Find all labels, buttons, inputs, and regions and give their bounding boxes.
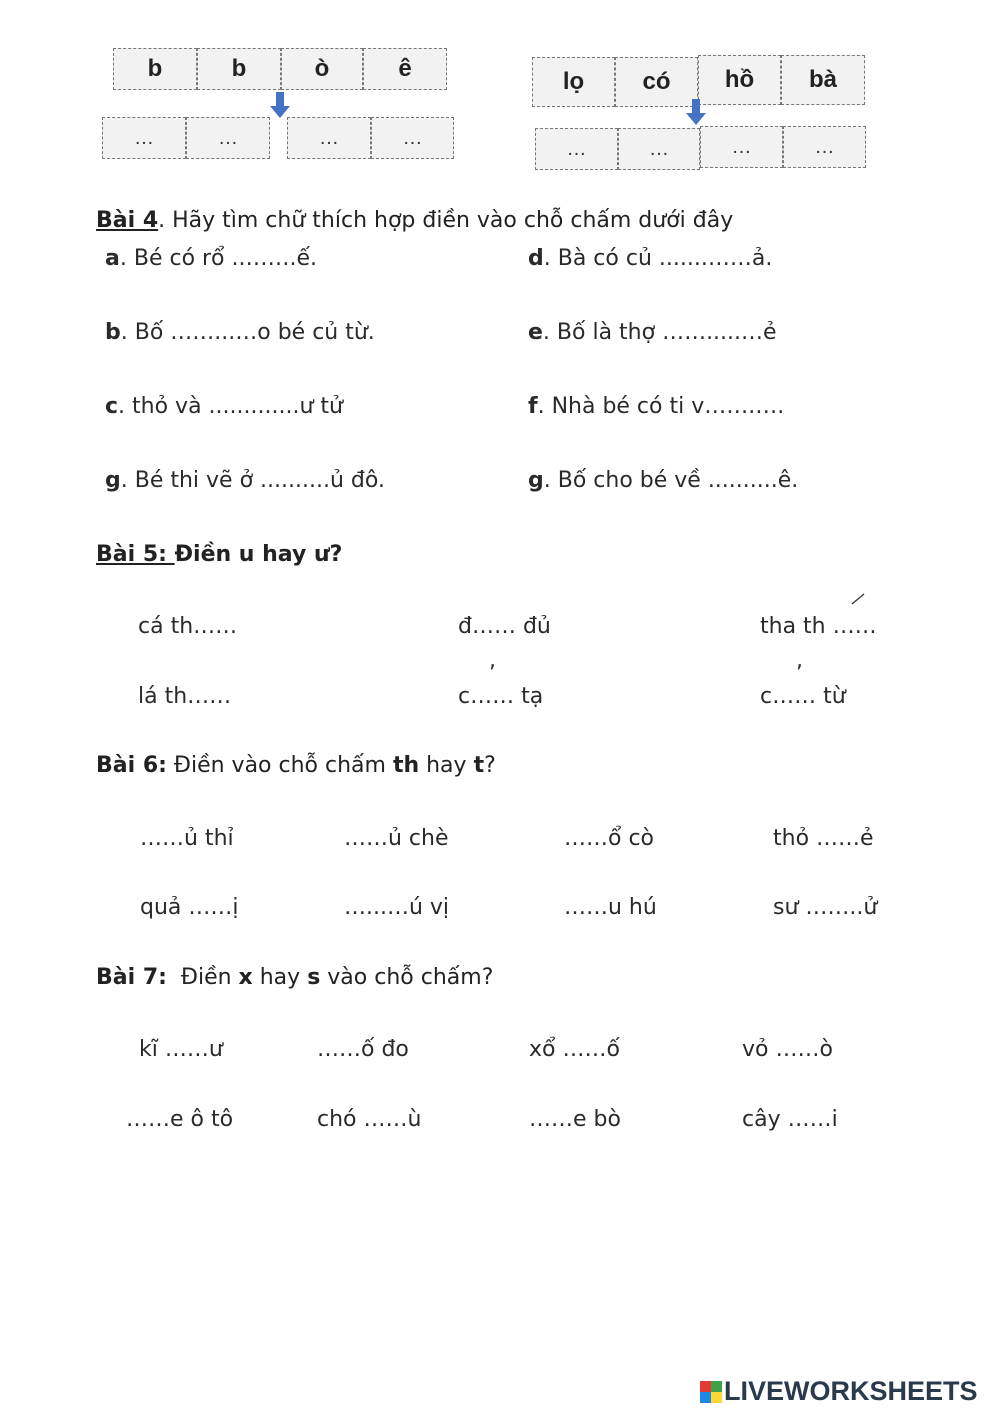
- bai6-item-7[interactable]: ……u hú: [564, 895, 657, 920]
- hook-tone-mark-icon: ,: [489, 648, 496, 673]
- item-text: . Bố là thợ …….....…ẻ: [542, 320, 777, 345]
- bai7-item-8[interactable]: cây ……i: [742, 1107, 838, 1132]
- item-text: . Bà có củ .......……ả.: [543, 246, 773, 271]
- bai5-item-2[interactable]: đ…… đủ: [458, 614, 551, 639]
- bai7-instruction-end: vào chỗ chấm?: [320, 965, 494, 990]
- bai6-heading: [96, 753, 496, 778]
- bai5-title: Bài 5:: [96, 542, 175, 567]
- tile-top-2-2: có: [615, 57, 698, 107]
- bai7-option-x: x: [238, 965, 253, 990]
- bai6-question-mark: ?: [484, 753, 496, 778]
- bai7-instruction: Điền: [166, 965, 239, 990]
- bai7-instruction-hay: hay: [252, 965, 308, 990]
- logo-square: [700, 1392, 711, 1403]
- bai6-item-2[interactable]: ……ủ chè: [344, 826, 449, 851]
- item-letter: d: [528, 246, 544, 271]
- bai7-item-1[interactable]: kĩ ……ư: [139, 1037, 223, 1062]
- bai5-item-4[interactable]: lá th……: [138, 684, 232, 709]
- item-letter: c: [105, 394, 119, 419]
- tile-top-1-1: b: [113, 48, 197, 90]
- logo-square: [711, 1381, 722, 1392]
- tile-top-1-3: ò: [281, 48, 363, 90]
- bai6-item-8[interactable]: sư ……..ử: [773, 895, 878, 920]
- bai7-item-7[interactable]: ……e bò: [529, 1107, 621, 1132]
- item-letter: g: [105, 468, 121, 493]
- brand-text: LIVEWORKSHEETS: [724, 1376, 978, 1406]
- down-arrow-icon: [270, 92, 290, 118]
- tile-top-2-3: hồ: [698, 55, 781, 105]
- bai6-option-th: th: [392, 753, 420, 778]
- bai5-item-5[interactable]: c…… tạ: [458, 684, 544, 709]
- answer-slot-1-2[interactable]: …: [186, 117, 270, 159]
- bai5-heading: [96, 542, 342, 567]
- tile-top-1-2: b: [197, 48, 281, 90]
- item-text: . Bố ……...…o bé củ từ.: [120, 320, 375, 345]
- bai7-item-6[interactable]: chó ……ù: [317, 1107, 422, 1132]
- bai6-instruction-hay: hay: [419, 753, 474, 778]
- answer-slot-2-4[interactable]: …: [783, 126, 866, 168]
- bai4-item-a[interactable]: [105, 246, 317, 271]
- liveworksheets-logo-icon: [700, 1381, 722, 1403]
- bai5-item-1[interactable]: cá th……: [138, 614, 238, 639]
- bai4-item-b[interactable]: [105, 320, 375, 345]
- bai7-heading: [96, 965, 493, 990]
- item-text: . Bé thi vẽ ở ..........ủ đô.: [120, 468, 385, 493]
- item-text: . Bố cho bé về ..........ê.: [543, 468, 799, 493]
- logo-square: [700, 1381, 711, 1392]
- logo-square: [711, 1392, 722, 1403]
- bai4-item-f[interactable]: [528, 394, 784, 419]
- bai5-item-3[interactable]: tha th ……: [760, 614, 877, 639]
- bai4-item-d[interactable]: [528, 246, 772, 271]
- bai6-option-t: t: [473, 753, 485, 778]
- liveworksheets-brand[interactable]: [700, 1376, 978, 1407]
- item-letter: b: [105, 320, 121, 345]
- answer-slot-1-3[interactable]: …: [287, 117, 371, 159]
- tile-top-2-1: lọ: [532, 57, 615, 107]
- bai4-instruction: . Hãy tìm chữ thích hợp điền vào chỗ chấm dưới đây: [158, 208, 734, 233]
- bai5-item-6[interactable]: c…… từ: [760, 684, 846, 709]
- tile-top-2-4: bà: [781, 55, 865, 105]
- hook-tone-mark-icon: ,: [796, 648, 803, 673]
- bai6-item-6[interactable]: …...…ú vị: [344, 895, 450, 920]
- answer-slot-1-4[interactable]: …: [371, 117, 454, 159]
- bai7-title: Bài 7:: [96, 965, 167, 990]
- bai4-item-e[interactable]: [528, 320, 777, 345]
- answer-slot-1-1[interactable]: …: [102, 117, 186, 159]
- bai7-item-2[interactable]: ……ố đo: [317, 1037, 409, 1062]
- bai7-item-3[interactable]: xổ ……ố: [529, 1037, 620, 1062]
- bai4-item-g1[interactable]: [105, 468, 385, 493]
- tile-top-1-4: ê: [363, 48, 447, 90]
- answer-slot-2-2[interactable]: …: [618, 128, 700, 170]
- bai6-item-4[interactable]: thỏ ……ẻ: [773, 826, 874, 851]
- bai6-instruction: Điền vào chỗ chấm: [166, 753, 393, 778]
- bai6-item-3[interactable]: ……ổ cò: [564, 826, 655, 851]
- bai6-item-1[interactable]: ……ủ thỉ: [140, 826, 234, 851]
- item-text: . Bé có rổ ..…….ế.: [119, 246, 318, 271]
- down-arrow-icon: [686, 99, 706, 125]
- bai6-item-5[interactable]: quả ……ị: [140, 895, 239, 920]
- bai4-item-g2[interactable]: [528, 468, 798, 493]
- bai7-option-s: s: [307, 965, 321, 990]
- item-letter: f: [528, 394, 538, 419]
- item-letter: e: [528, 320, 543, 345]
- bai5-instruction: Điền u hay ư?: [174, 542, 343, 567]
- bai7-item-5[interactable]: ……e ô tô: [126, 1107, 234, 1132]
- bai4-item-c[interactable]: [105, 394, 343, 419]
- answer-slot-2-1[interactable]: …: [535, 128, 618, 170]
- item-text: . thỏ và .............ư tử: [118, 394, 343, 419]
- acute-tone-mark-icon: [850, 592, 866, 606]
- bai6-title: Bài 6:: [96, 753, 167, 778]
- item-letter: a: [105, 246, 120, 271]
- answer-slot-2-3[interactable]: …: [700, 126, 783, 168]
- bai4-title: Bài 4: [96, 208, 159, 233]
- item-letter: g: [528, 468, 544, 493]
- bai7-item-4[interactable]: vỏ ……ò: [742, 1037, 833, 1062]
- item-text: . Nhà bé có ti v…….….: [537, 394, 785, 419]
- bai4-heading: [96, 208, 733, 233]
